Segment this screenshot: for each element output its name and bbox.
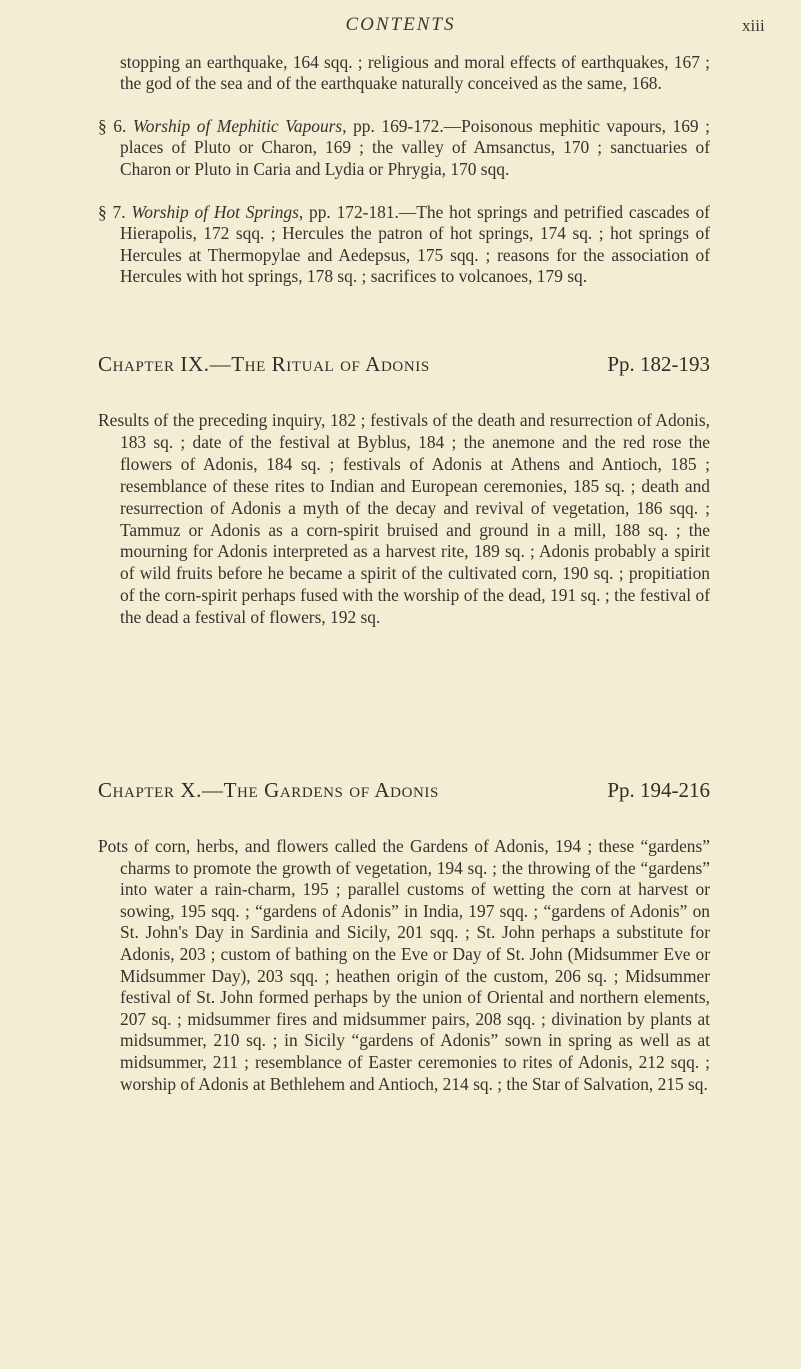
chapter-10-pages: Pp. 194-216 <box>607 778 710 802</box>
section-7-mark: § 7. <box>98 202 126 222</box>
continued-paragraph: stopping an earthquake, 164 sqq. ; religious and moral effects of earthquakes, 167 ; the god of the sea and of the earthquake naturally conceived as the same, 168. <box>120 52 710 94</box>
section-6-title: Worship of Mephitic Vapours <box>132 116 343 136</box>
chapter-9-heading <box>98 352 710 377</box>
chapter-9-summary: Results of the preceding inquiry, 182 ; festivals of the death and resurrection of Adonis, 183 sq. ; date of the festival at Byblus, 184 ; the anemone and the red rose the flowers of Adonis, 184 sq. ; festivals of Adonis at Athens and Antioch, 185 ; resemblance of these rites to Indian and European ceremonies, 185 sq. ; death and resurrection of Adonis a myth of the decay and revival of vegetation, 186 sqq. ; Tammuz or Adonis as a corn-spirit bruised and ground in a mill, 188 sq. ; the mourning for Adonis interpreted as a harvest rite, 189 sq. ; Adonis probably a spirit of wild fruits before he became a spirit of the cultivated corn, 190 sq. ; propitiation of the corn-spirit perhaps fused with the worship of the dead, 191 sq. ; the festival of the dead a festival of flowers, 192 sq. <box>98 410 710 628</box>
section-6-text: , pp. 169-172.—Poisonous mephitic vapours, 169 ; places of Pluto or Charon, 169 ; the valley of Amsanctus, 170 ; sanctuaries of Charon or Pluto in Caria and Lydia or Phrygia, 170 sqq. <box>120 116 710 179</box>
section-6-entry <box>98 116 710 180</box>
chapter-9-pages: Pp. 182-193 <box>607 352 710 376</box>
chapter-10-title: Chapter X.—The Gardens of Adonis <box>98 778 439 802</box>
section-7-text: , pp. 172-181.—The hot springs and petrified cascades of Hierapolis, 172 sqq. ; Hercules the patron of hot springs, 174 sq. ; hot springs of Hercules at Thermopylae and Aedepsus, 175 sqq. ; reasons for the association of Hercules with hot springs, 178 sq. ; sacrifices to volcanoes, 179 sq. <box>120 202 710 287</box>
chapter-10-summary: Pots of corn, herbs, and flowers called the Gardens of Adonis, 194 ; these “gardens” charms to promote the growth of vegetation, 194 sq. ; the throwing of the “gardens” into water a rain-charm, 195 ; parallel customs of wetting the corn at harvest or sowing, 195 sqq. ; “gardens of Adonis” in India, 197 sqq. ; “gardens of Adonis” on St. John's Day in Sardinia and Sicily, 201 sqq. ; St. John perhaps a substitute for Adonis, 203 ; custom of bathing on the Eve or Day of St. John (Midsummer Eve or Midsummer Day), 203 sqq. ; heathen origin of the custom, 206 sq. ; Midsummer festival of St. John formed perhaps by the union of Oriental and northern elements, 207 sq. ; midsummer fires and midsummer pairs, 208 sqq. ; divination by plants at midsummer, 210 sq. ; in Sicily “gardens of Adonis” sown in spring as well as at midsummer, 211 ; resemblance of Easter ceremonies to rites of Adonis, 212 sqq. ; worship of Adonis at Bethlehem and Antioch, 214 sq. ; the Star of Salvation, 215 sq. <box>98 836 710 1094</box>
section-7-title: Worship of Hot Springs <box>131 202 299 222</box>
page-number: xiii <box>742 16 765 35</box>
chapter-10-heading <box>98 778 710 803</box>
section-7-entry <box>98 202 710 288</box>
running-head: CONTENTS <box>345 14 456 35</box>
chapter-9-title: Chapter IX.—The Ritual of Adonis <box>98 352 430 376</box>
section-6-mark: § 6. <box>98 116 127 136</box>
